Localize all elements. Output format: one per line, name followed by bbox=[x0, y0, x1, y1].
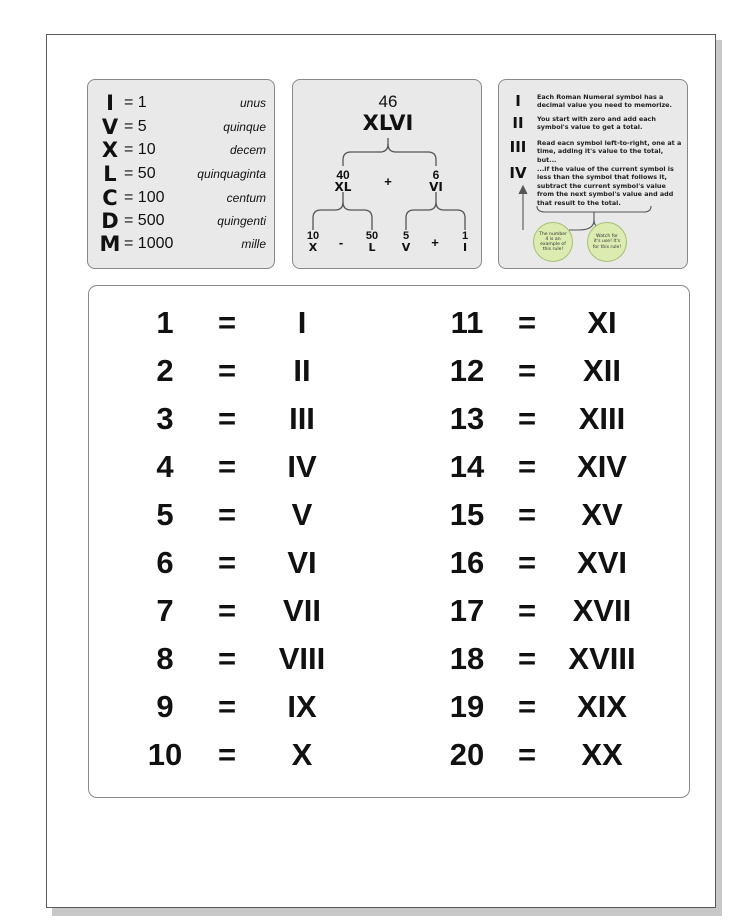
table-roman-numeral: XVI bbox=[577, 545, 627, 580]
symbol-row bbox=[98, 139, 270, 161]
leaf-value: 50 bbox=[365, 230, 379, 242]
table-number: 12 bbox=[449, 353, 485, 388]
table-roman-numeral: III bbox=[289, 401, 315, 436]
symbol-row bbox=[98, 116, 270, 138]
table-roman-numeral: XII bbox=[583, 353, 621, 388]
symbol-letter: V bbox=[101, 115, 119, 139]
equals-sign: = bbox=[217, 689, 237, 724]
rule-numeral: I bbox=[515, 92, 521, 110]
symbol-values-panel bbox=[87, 79, 275, 269]
table-roman-numeral: V bbox=[291, 497, 313, 532]
equals-sign: = bbox=[217, 641, 237, 676]
symbol-latin: centum bbox=[226, 191, 266, 205]
right-part-roman: VI bbox=[429, 180, 443, 194]
equals-sign: = bbox=[517, 401, 537, 436]
table-number: 1 bbox=[156, 305, 174, 340]
equals-sign: = bbox=[217, 449, 237, 484]
table-roman-numeral: II bbox=[293, 353, 311, 388]
leaf-roman: I bbox=[462, 241, 468, 254]
table-number: 10 bbox=[147, 737, 183, 772]
rule-text: Each Roman Numeral symbol has a decimal value you need to memorize. bbox=[537, 93, 672, 110]
symbol-row bbox=[98, 187, 270, 209]
table-number: 15 bbox=[449, 497, 485, 532]
equals-sign: = bbox=[517, 641, 537, 676]
symbol-value: = 100 bbox=[124, 189, 165, 206]
equals-sign: = bbox=[517, 305, 537, 340]
leaf-value: 5 bbox=[402, 230, 410, 242]
table-roman-numeral: XVIII bbox=[568, 641, 636, 676]
table-number: 3 bbox=[156, 401, 174, 436]
left-part-roman: XL bbox=[334, 180, 352, 194]
symbol-latin: mille bbox=[241, 237, 266, 251]
equals-sign: = bbox=[517, 497, 537, 532]
equals-sign: = bbox=[217, 305, 237, 340]
reading-rules-panel bbox=[498, 79, 688, 269]
symbol-row bbox=[98, 163, 270, 185]
equals-sign: = bbox=[517, 737, 537, 772]
table-number: 18 bbox=[449, 641, 485, 676]
equals-sign: = bbox=[517, 449, 537, 484]
equals-sign: = bbox=[217, 593, 237, 628]
leaf-value: 10 bbox=[306, 230, 320, 242]
rule-numeral: II bbox=[512, 114, 524, 132]
symbol-value: = 10 bbox=[124, 141, 156, 158]
table-number: 9 bbox=[156, 689, 174, 724]
table-number: 7 bbox=[156, 593, 174, 628]
symbol-letter: I bbox=[106, 91, 114, 115]
symbol-letter: D bbox=[101, 209, 119, 233]
symbol-letter: C bbox=[102, 186, 118, 210]
symbol-latin: decem bbox=[229, 143, 266, 157]
table-roman-numeral: XX bbox=[581, 737, 623, 772]
rule-text: Read eacn symbol left-to-right, one at a time, adding it's value to the total, but... bbox=[537, 139, 682, 164]
leaf-roman: V bbox=[401, 241, 411, 254]
table-roman-numeral: XI bbox=[587, 305, 617, 340]
table-number: 13 bbox=[449, 401, 485, 436]
table-number: 20 bbox=[449, 737, 485, 772]
symbol-value: = 500 bbox=[124, 212, 165, 229]
minus-sign: - bbox=[338, 235, 344, 250]
table-roman-numeral: XIX bbox=[577, 689, 627, 724]
table-number: 8 bbox=[156, 641, 174, 676]
table-number: 16 bbox=[449, 545, 485, 580]
symbol-value: = 1000 bbox=[124, 235, 174, 252]
symbol-row bbox=[98, 92, 270, 114]
table-roman-numeral: XIV bbox=[577, 449, 627, 484]
symbol-letter: L bbox=[103, 162, 117, 186]
table-number: 14 bbox=[449, 449, 485, 484]
symbol-row bbox=[98, 210, 270, 232]
equals-sign: = bbox=[217, 737, 237, 772]
equals-sign: = bbox=[517, 353, 537, 388]
table-number: 17 bbox=[449, 593, 485, 628]
table-number: 2 bbox=[156, 353, 174, 388]
rule-numeral: III bbox=[509, 138, 527, 156]
rule-text: ...if the value of the current symbol is less than the symbol that follows it, subtract the current symbol's value from the next symbol's value and add that result to the total. bbox=[537, 165, 674, 207]
plus-sign: + bbox=[384, 174, 392, 189]
rule-numeral: IV bbox=[509, 164, 527, 182]
equals-sign: = bbox=[217, 353, 237, 388]
table-roman-numeral: IV bbox=[287, 449, 317, 484]
example-number: 46 bbox=[378, 92, 398, 111]
symbol-letter: X bbox=[101, 138, 119, 162]
example-breakdown-panel bbox=[292, 79, 482, 269]
equals-sign: = bbox=[517, 545, 537, 580]
table-roman-numeral: X bbox=[291, 737, 313, 772]
plus-sign: + bbox=[431, 235, 439, 250]
equals-sign: = bbox=[517, 689, 537, 724]
table-number: 4 bbox=[156, 449, 174, 484]
watch-bubble: Watch for it's use! It's for this rule! bbox=[587, 222, 627, 262]
symbol-latin: quinque bbox=[223, 120, 266, 134]
rule-text: You start with zero and add each symbol's value to get a total. bbox=[537, 115, 656, 132]
symbol-value: = 1 bbox=[124, 94, 147, 111]
table-number: 6 bbox=[156, 545, 174, 580]
symbol-latin: quinquaginta bbox=[197, 167, 266, 181]
symbol-value: = 5 bbox=[124, 118, 147, 135]
symbol-latin: quingenti bbox=[217, 214, 266, 228]
equals-sign: = bbox=[217, 497, 237, 532]
leaf-roman: X bbox=[308, 241, 318, 254]
table-roman-numeral: VI bbox=[287, 545, 317, 580]
table-roman-numeral: I bbox=[297, 305, 307, 340]
table-roman-numeral: XIII bbox=[578, 401, 626, 436]
table-roman-numeral: XVII bbox=[572, 593, 632, 628]
table-roman-numeral: XV bbox=[581, 497, 623, 532]
equals-sign: = bbox=[217, 401, 237, 436]
equals-sign: = bbox=[217, 545, 237, 580]
example-roman: XLVI bbox=[362, 111, 414, 135]
left-part-value: 40 bbox=[336, 168, 350, 182]
table-number: 19 bbox=[449, 689, 485, 724]
table-number: 5 bbox=[156, 497, 174, 532]
right-part-value: 6 bbox=[432, 168, 440, 182]
table-roman-numeral: VII bbox=[283, 593, 321, 628]
symbol-letter: M bbox=[99, 232, 121, 256]
symbol-latin: unus bbox=[239, 96, 266, 110]
leaf-roman: L bbox=[368, 241, 376, 254]
symbol-row bbox=[98, 233, 270, 255]
symbol-value: = 50 bbox=[124, 165, 156, 182]
table-roman-numeral: IX bbox=[287, 689, 317, 724]
equals-sign: = bbox=[517, 593, 537, 628]
table-number: 11 bbox=[450, 305, 484, 340]
leaf-value: 1 bbox=[461, 230, 469, 242]
table-roman-numeral: VIII bbox=[278, 641, 326, 676]
example-bubble: The number 4 is an example of this rule! bbox=[533, 222, 573, 262]
